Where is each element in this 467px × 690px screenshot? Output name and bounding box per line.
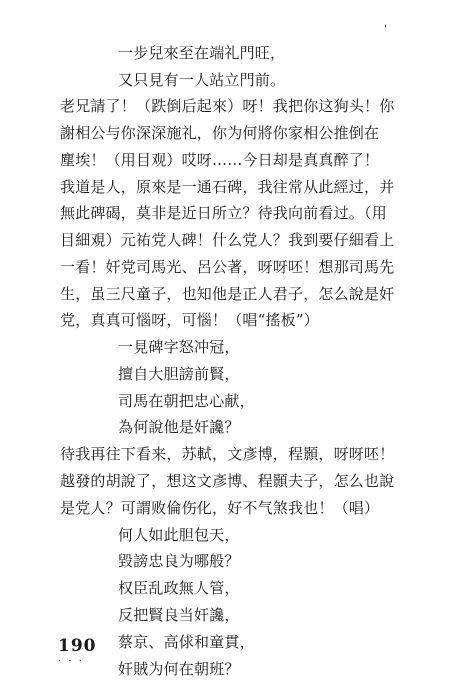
text-line: 越發的胡說了，想这文彥博、程顥夫子，怎么也說 <box>60 472 395 490</box>
text-line: 我道是人，原來是一通石碑，我往常从此經过，并 <box>60 178 395 196</box>
corner-mark: ' <box>384 24 387 35</box>
text-line: 党，真真可惱呀，可惱！（唱“搖板”） <box>60 311 319 329</box>
text-line: 是党人？可謂败倫伤化，好不气煞我也！（唱） <box>60 499 380 517</box>
verse-line: 一見碑字怒冲冠， <box>118 338 240 356</box>
text-line: 一看！奸党司馬光、呂公著，呀呀呸！想那司馬先 <box>60 258 395 276</box>
verse-line: 权臣乱政無人管， <box>118 579 240 597</box>
verse-line: 為何說他是奸讒？ <box>118 418 240 436</box>
verse-line: 奸賊为何在朝班？ <box>118 660 240 678</box>
text-line: 待我再往下看来，苏軾，文彥博，程顥，呀呀呸！ <box>60 445 395 463</box>
page-number: 190 <box>58 636 97 656</box>
text-line: 目細覌）元祐党人碑！什么党人？我到要仔細看上 <box>60 231 395 249</box>
text-line: 無此碑碣，莫非是近日所立？待我向前看过。（用 <box>60 204 387 222</box>
verse-line: 又只見有一人站立門前。 <box>118 71 286 89</box>
verse-line: 一步兒來至在端礼門旺， <box>118 44 286 62</box>
verse-line: 蔡京、高俅和童貫， <box>118 633 255 651</box>
verse-line: 毀謗忠良为哪般？ <box>118 552 240 570</box>
verse-line: 反把賢良当奸讒， <box>118 606 240 624</box>
page-number-sub: · · · <box>58 656 84 667</box>
text-line: 老兄請了！（跌倒后起來）呀！我把你这狗头！你 <box>60 97 395 115</box>
text-line: 塵埃！（用目观）哎呀……今日却是真真醉了！ <box>60 151 380 169</box>
verse-line: 擅自大胆謗前賢， <box>118 365 240 383</box>
text-line: 謝相公与你深深施礼，你为何將你家相公推倒在 <box>60 124 380 142</box>
text-line: 生，虽三尺童子，也知他是正人君子，怎么說是奸 <box>60 285 395 303</box>
verse-line: 司馬在朝把忠心献， <box>118 392 255 410</box>
verse-line: 何人如此胆包天， <box>118 526 240 544</box>
